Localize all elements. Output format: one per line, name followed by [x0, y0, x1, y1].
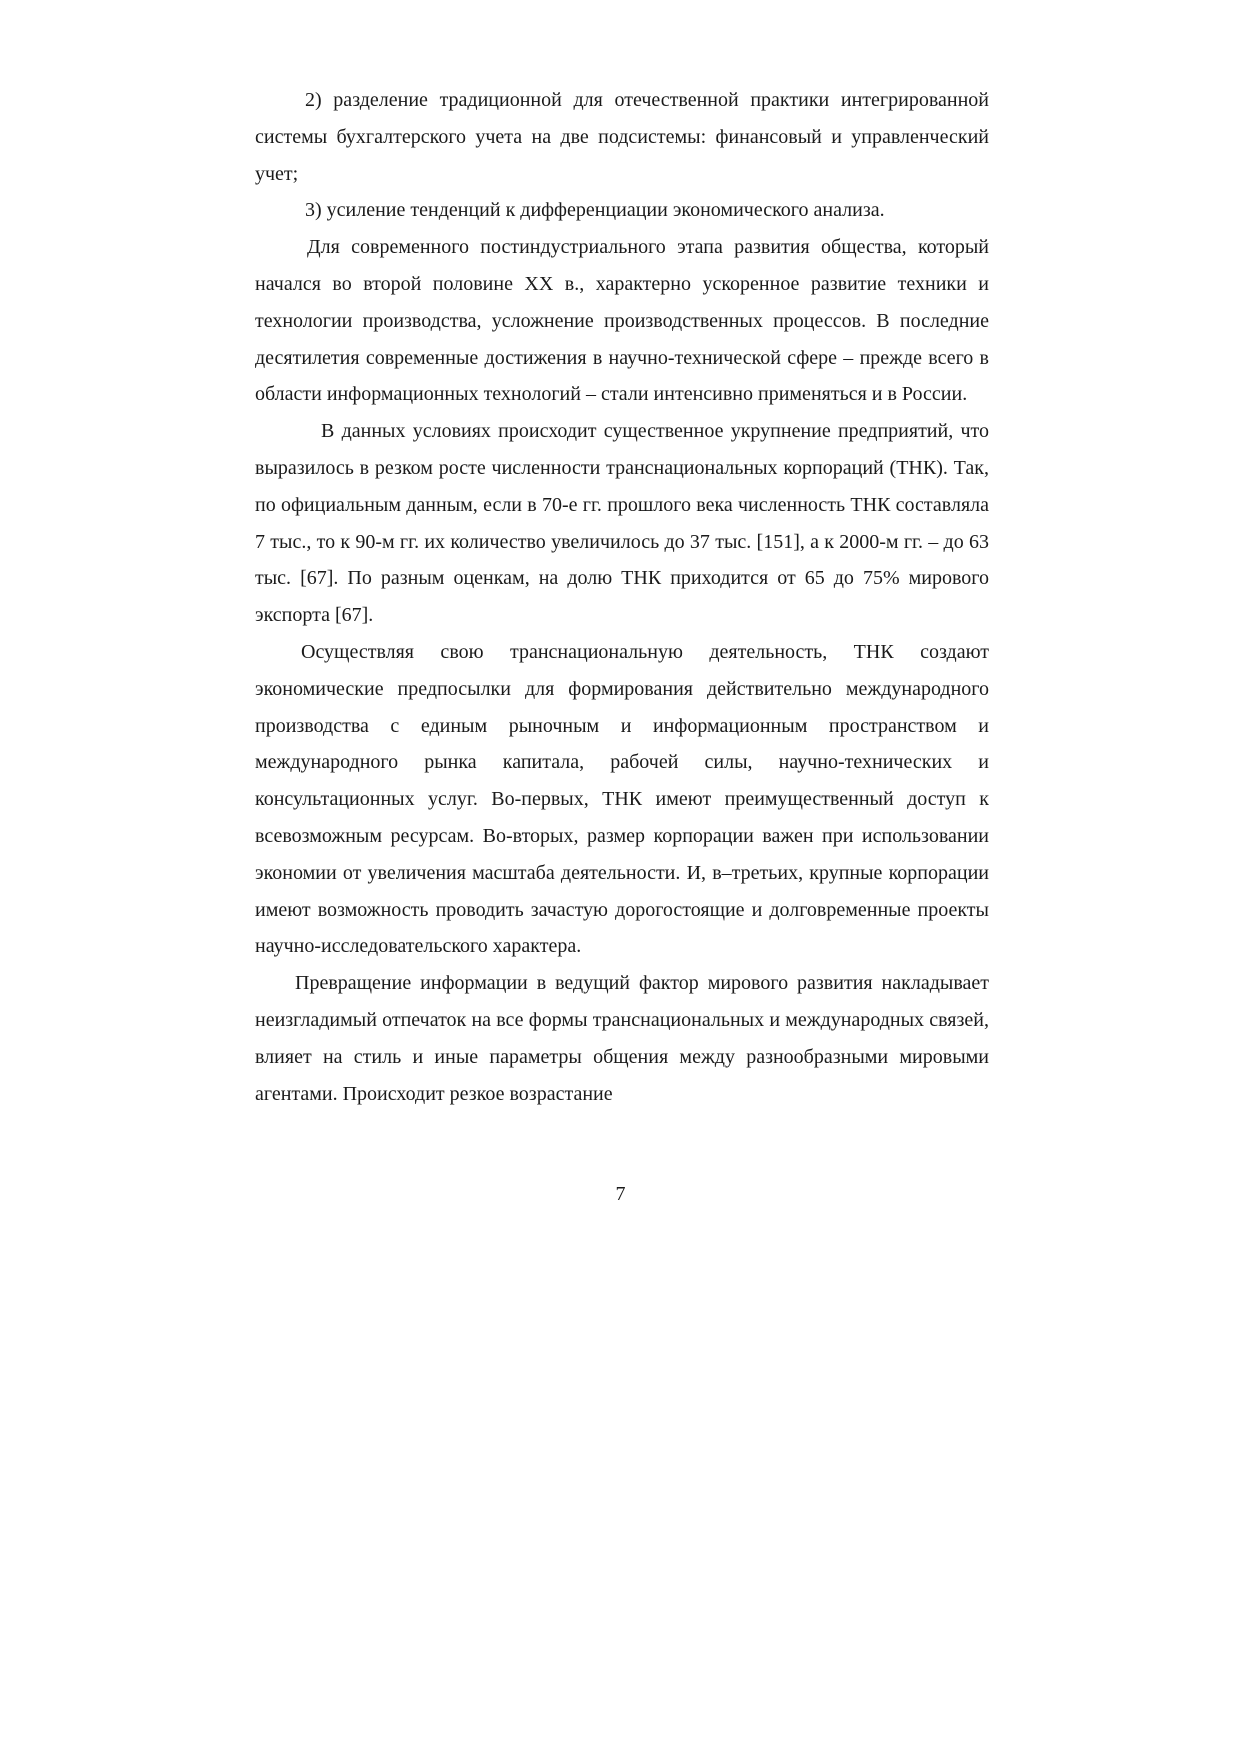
paragraph-tnc-growth: В данных условиях происходит существенное укрупнение предприятий, что выразилось в резком росте численности транснациональных корпораций (ТНК). Так, по официальным данным, если в 70-е гг. прошлого века численность ТНК составляла 7 тыс., то к 90-м гг. их количество увеличилось до 37 тыс. [151], а к 2000-м гг. – до 63 тыс. [67]. По разным оценкам, на долю ТНК приходится от 65 до 75% мирового экспорта [67]. [255, 420, 989, 627]
page-number: 7 [615, 1183, 626, 1205]
paragraph-list-item-2: 2) разделение традиционной для отечественной практики интегрированной системы бухгалтерского учета на две подсистемы: финансовый и управленческий учет; [255, 89, 989, 185]
paragraph-postindustrial-stage: Для современного постиндустриального этапа развития общества, который начался во второй половине XX в., характерно ускоренное развитие техники и технологии производства, усложнение производственных процессов. В последние десятилетия современные достижения в научно-технической сфере – прежде всего в области информационных технологий – стали интенсивно применяться и в России. [255, 236, 989, 406]
paragraph-tnc-activity: Осуществляя свою транснациональную деятельность, ТНК создают экономические предпосылки для формирования действительно международного производства с единым рыночным и информационным пространством и международного рынка капитала, рабочей силы, научно-технических и консультационных услуг. Во-первых, ТНК имеют преимущественный доступ к всевозможным ресурсам. Во-вторых, размер корпорации важен при использовании экономии от увеличения масштаба деятельности. И, в–третьих, крупные корпорации имеют возможность проводить зачастую дорогостоящие и долговременные проекты научно-исследовательского характера. [255, 640, 989, 958]
paragraph-list-item-3: 3) усиление тенденций к дифференциации экономического анализа. [305, 199, 885, 222]
paragraph-information-factor: Превращение информации в ведущий фактор мирового развития накладывает неизгладимый отпечаток на все формы транснациональных и международных связей, влияет на стиль и иные параметры общения между разнообразными мировыми агентами. Происходит резкое возрастание [255, 972, 989, 1105]
document-body [255, 82, 989, 1112]
